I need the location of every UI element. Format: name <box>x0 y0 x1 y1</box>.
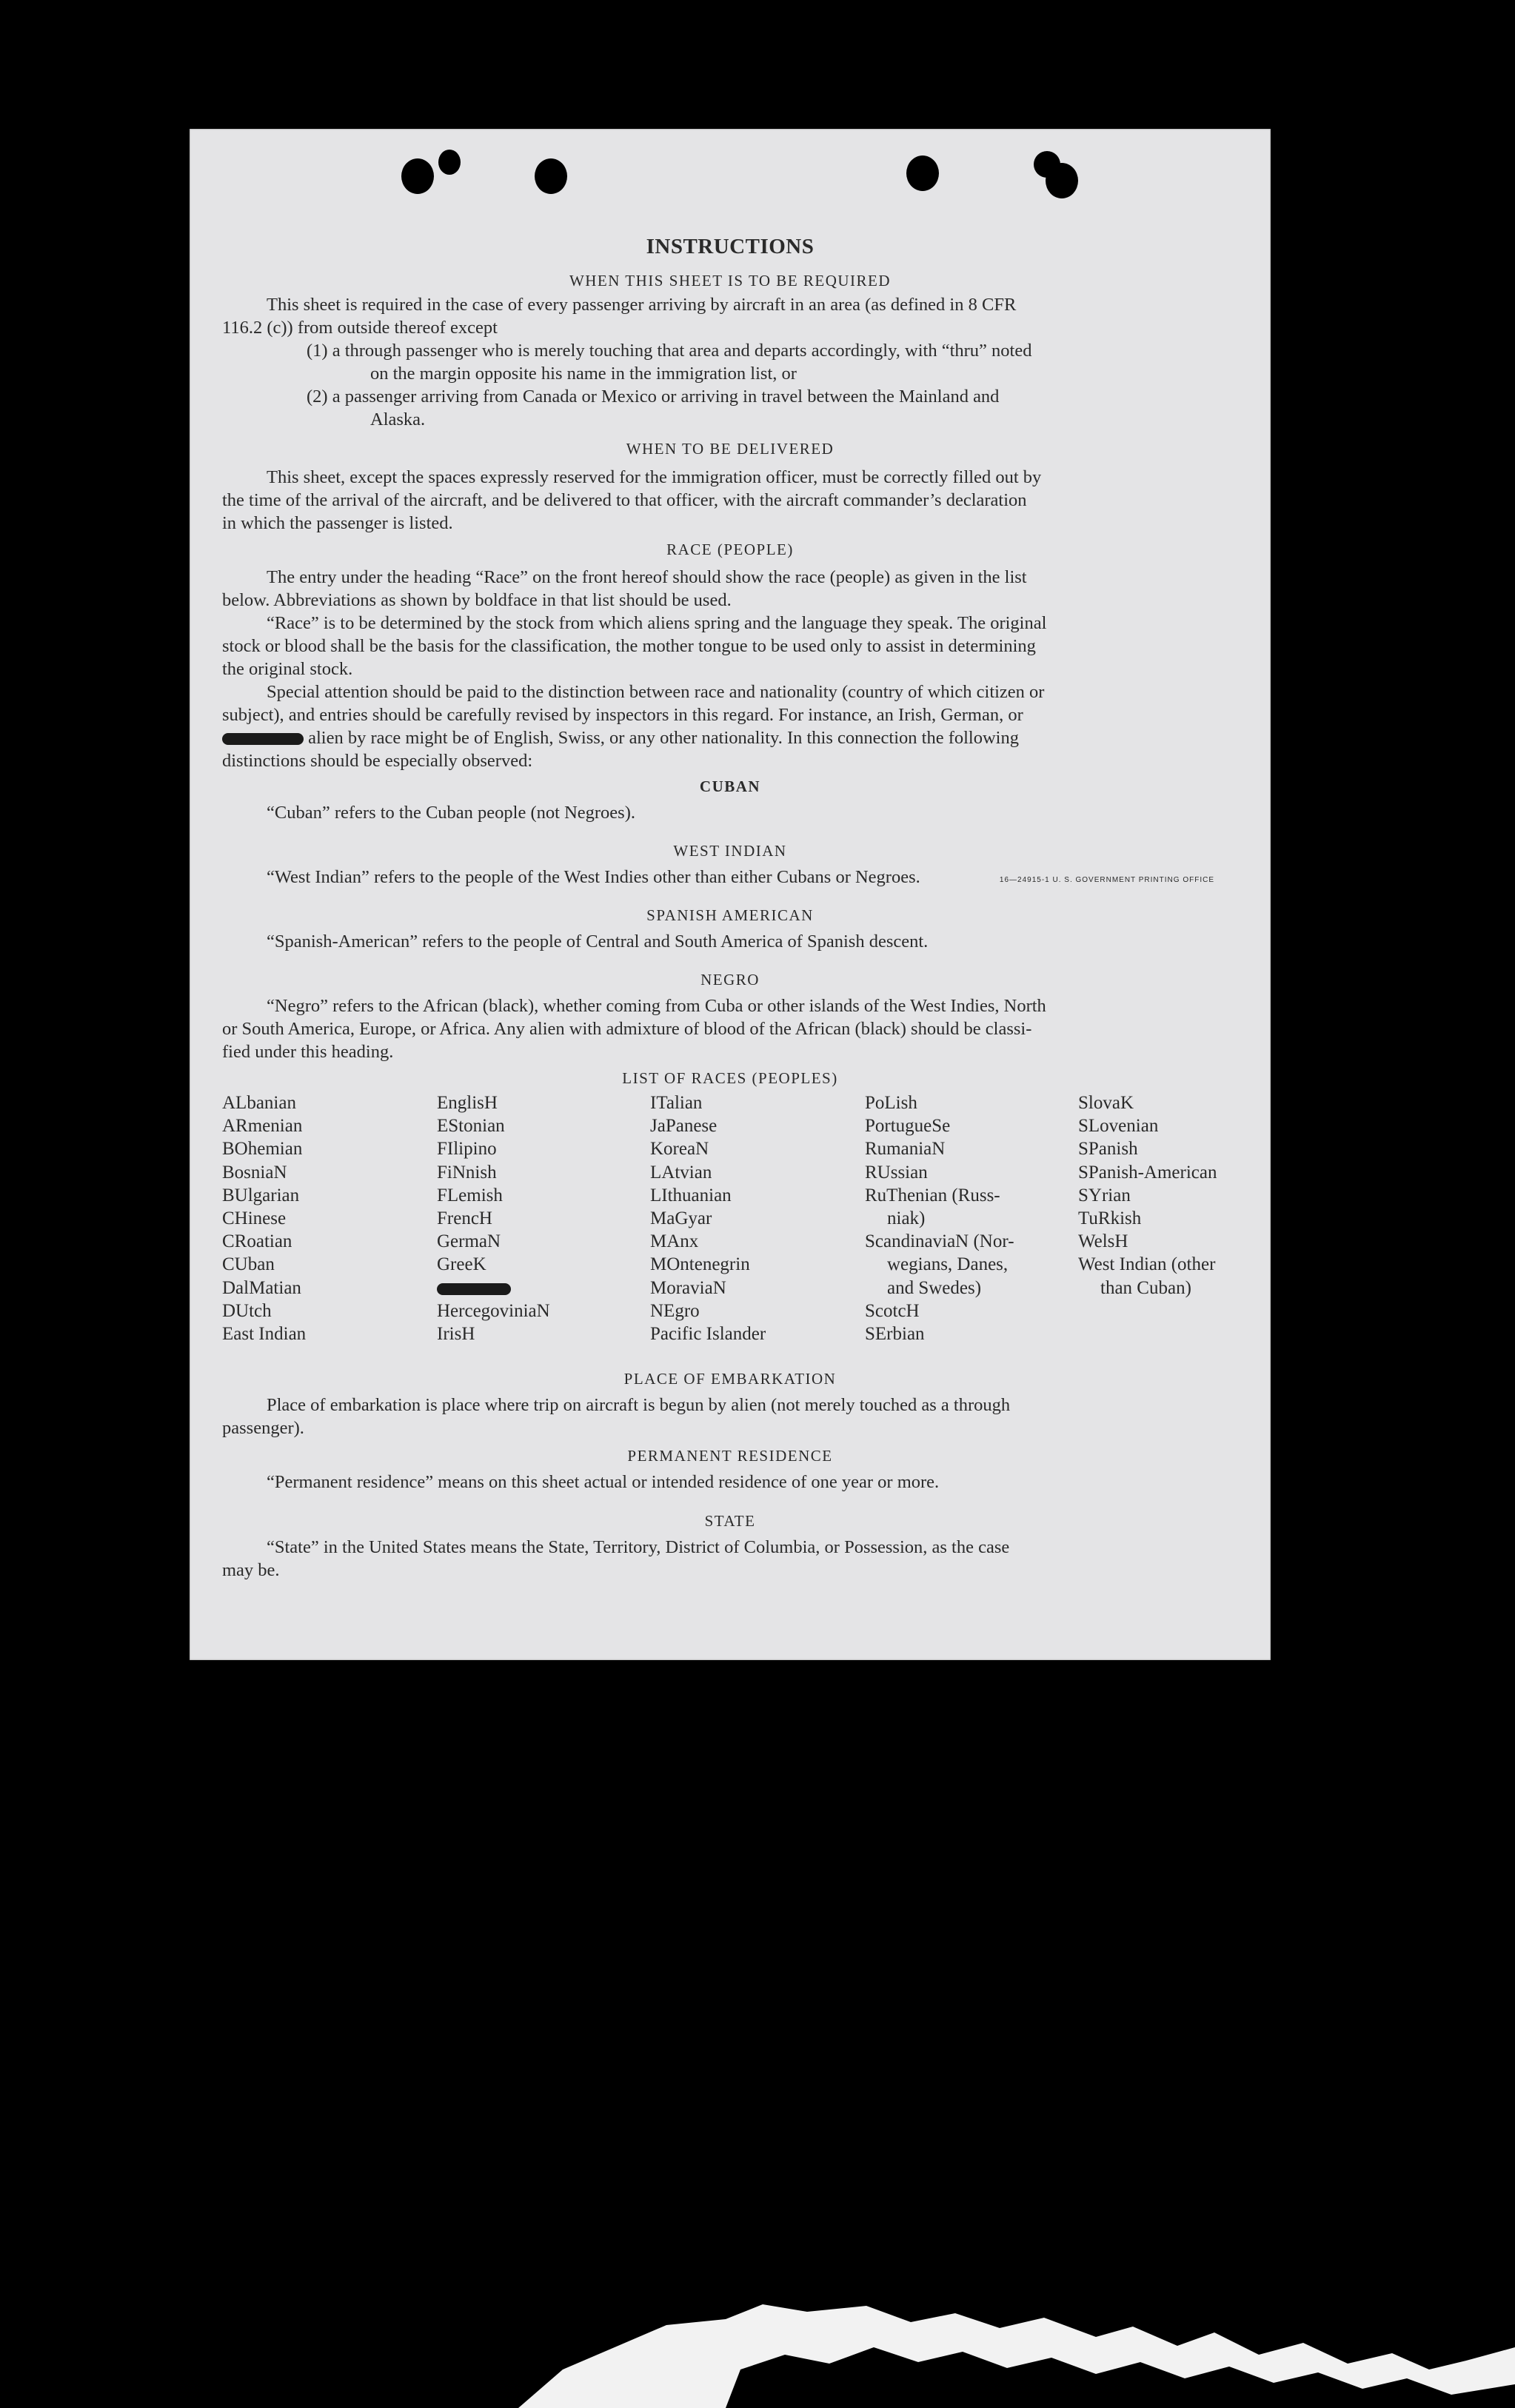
race-entry: niak) <box>887 1208 926 1228</box>
race-entry: RUssian <box>865 1162 928 1183</box>
text-line: “Negro” refers to the African (black), whether coming from Cuba or other islands of the West Indies, North <box>267 996 1046 1016</box>
race-entry: MaGyar <box>650 1208 712 1228</box>
race-entry: SPanish <box>1078 1139 1138 1160</box>
race-entry: RuThenian (Russ- <box>865 1185 1000 1205</box>
text-line: This sheet, except the spaces expressly reserved for the immigration officer, must be correctly filled out by <box>267 467 1042 487</box>
text-line: alien by race might be of English, Swiss, or any other nationality. In this connection the following <box>308 728 1019 748</box>
redaction-mark <box>222 733 304 745</box>
section-heading-spanish-american: SPANISH AMERICAN <box>646 906 814 924</box>
races-column-1 <box>222 1091 306 1345</box>
delivered-paragraph <box>222 466 1271 535</box>
text-line: “Spanish-American” refers to the people of Central and South America of Spanish descent. <box>267 932 929 952</box>
text-line: The entry under the heading “Race” on the front hereof should show the race (people) as given in the list <box>267 567 1027 587</box>
race-entry: FLemish <box>437 1185 503 1205</box>
section-heading-state: STATE <box>704 1512 756 1530</box>
race-entry: MAnx <box>650 1231 699 1252</box>
race-entry: CUban <box>222 1254 275 1275</box>
race-entry: SPanish-American <box>1078 1162 1217 1183</box>
race-entry: GermaN <box>437 1231 501 1252</box>
punch-hole <box>438 150 461 175</box>
negro-paragraph <box>222 994 1271 1063</box>
race-entry: ALbanian <box>222 1093 296 1113</box>
race-entry: PortugueSe <box>865 1116 951 1137</box>
exception-item-2-cont: Alaska. <box>370 409 426 429</box>
item-number: (2) <box>307 387 328 407</box>
race-entry: PoLish <box>865 1093 917 1113</box>
race-entry: DUtch <box>222 1300 272 1321</box>
race-entry: SlovaK <box>1078 1093 1134 1113</box>
state-paragraph <box>222 1536 1271 1582</box>
race-entry: HercegoviniaN <box>437 1300 550 1321</box>
race-entry: FiNnish <box>437 1162 497 1183</box>
race-entry: LIthuanian <box>650 1185 732 1205</box>
race-entry: KoreaN <box>650 1139 709 1160</box>
race-entry: WelsH <box>1078 1231 1128 1252</box>
exception-item-2 <box>307 385 999 408</box>
item-text: a through passenger who is merely touching that area and departs accordingly, with “thru” noted <box>332 341 1032 361</box>
section-heading-required: WHEN THIS SHEET IS TO BE REQUIRED <box>569 272 892 290</box>
text-line: or South America, Europe, or Africa. Any alien with admixture of blood of the African (black) should be classi- <box>222 1019 1032 1039</box>
race-entry: BosniaN <box>222 1162 287 1183</box>
race-entry: SYrian <box>1078 1185 1131 1205</box>
race-entry: ITalian <box>650 1093 703 1113</box>
printing-office-footer: 16—24915-1 U. S. GOVERNMENT PRINTING OFFICE <box>999 876 1214 884</box>
race-entry: BUlgarian <box>222 1185 300 1205</box>
text-line: passenger). <box>222 1418 304 1438</box>
section-heading-delivered: WHEN TO BE DELIVERED <box>626 440 835 458</box>
race-entry: FrencH <box>437 1208 492 1228</box>
section-heading-negro: NEGRO <box>700 971 760 989</box>
exception-item-1-cont: on the margin opposite his name in the immigration list, or <box>370 364 797 384</box>
required-paragraph <box>222 293 1271 339</box>
race-entry: wegians, Danes, <box>887 1254 1009 1275</box>
spanish-american-text <box>222 930 1271 953</box>
text-line: Special attention should be paid to the distinction between race and nationality (country of which citizen or <box>267 682 1045 702</box>
document-sheet <box>190 129 1271 1660</box>
race-entry: BOhemian <box>222 1139 303 1160</box>
punch-hole <box>1046 163 1078 198</box>
text-line: fied under this heading. <box>222 1042 394 1062</box>
text-line: may be. <box>222 1560 280 1580</box>
section-heading-west-indian: WEST INDIAN <box>673 842 787 860</box>
race-paragraph <box>222 566 1271 772</box>
cuban-text <box>222 801 1271 824</box>
text-line: “Permanent residence” means on this sheet actual or intended residence of one year or more. <box>267 1472 940 1492</box>
race-entry: GreeK <box>437 1254 486 1275</box>
text-line: “Race” is to be determined by the stock from which aliens spring and the language they speak. The original <box>267 613 1047 633</box>
race-entry: EStonian <box>437 1116 505 1137</box>
section-heading-embarkation: PLACE OF EMBARKATION <box>623 1370 837 1388</box>
race-entry: CHinese <box>222 1208 287 1228</box>
text-line: “Cuban” refers to the Cuban people (not Negroes). <box>267 803 635 823</box>
race-entry: NEgro <box>650 1300 700 1321</box>
race-entry: SLovenian <box>1078 1116 1159 1137</box>
section-heading-race: RACE (PEOPLE) <box>666 541 794 558</box>
residence-text <box>222 1471 1271 1494</box>
race-entry: MoraviaN <box>650 1277 726 1298</box>
text-line: 116.2 (c)) from outside thereof except <box>222 318 498 338</box>
race-entry: SErbian <box>865 1323 925 1344</box>
item-text: a passenger arriving from Canada or Mexico or arriving in travel between the Mainland and <box>332 387 1000 407</box>
text-line: the time of the arrival of the aircraft, and be delivered to that officer, with the aircraft commander’s declaration <box>222 490 1027 510</box>
redaction-mark <box>437 1283 511 1295</box>
text-line: in which the passenger is listed. <box>222 513 453 533</box>
race-entry: Pacific Islander <box>650 1323 766 1344</box>
race-entry: ARmenian <box>222 1116 303 1137</box>
page-title: INSTRUCTIONS <box>646 235 815 258</box>
race-entry: ScotcH <box>865 1300 920 1321</box>
race-entry: LAtvian <box>650 1162 712 1183</box>
section-heading-list-of-races: LIST OF RACES (PEOPLES) <box>622 1069 838 1087</box>
race-entry-redacted <box>437 1277 550 1300</box>
race-entry: West Indian (other <box>1078 1254 1216 1275</box>
exception-item-1 <box>307 339 1031 362</box>
race-entry: East Indian <box>222 1323 307 1344</box>
text-line: Place of embarkation is place where trip on aircraft is begun by alien (not merely touched as a through <box>267 1395 1011 1415</box>
text-line: subject), and entries should be carefully revised by inspectors in this regard. For instance, an Irish, German, or <box>222 705 1023 725</box>
text-line: stock or blood shall be the basis for the classification, the mother tongue to be used only to assist in determining <box>222 636 1036 656</box>
race-entry: JaPanese <box>650 1116 718 1137</box>
text-line: “West Indian” refers to the people of the West Indies other than either Cubans or Negroes. <box>267 867 920 887</box>
races-column-2 <box>437 1091 550 1345</box>
embarkation-paragraph <box>222 1394 1271 1439</box>
text-line: This sheet is required in the case of every passenger arriving by aircraft in an area (as defined in 8 CFR <box>267 295 1017 315</box>
race-entry: MOntenegrin <box>650 1254 750 1275</box>
races-column-5 <box>1078 1091 1217 1300</box>
race-entry: ScandinaviaN (Nor- <box>865 1231 1014 1252</box>
punch-hole <box>906 155 939 191</box>
race-entry: DalMatian <box>222 1277 301 1298</box>
section-heading-cuban: CUBAN <box>699 777 761 795</box>
race-entry: FIlipino <box>437 1139 497 1160</box>
item-number: (1) <box>307 341 328 361</box>
race-entry: and Swedes) <box>887 1277 982 1298</box>
race-entry: RumaniaN <box>865 1139 946 1160</box>
text-line: below. Abbreviations as shown by boldface in that list should be used. <box>222 590 732 610</box>
race-entry: than Cuban) <box>1100 1277 1191 1298</box>
text-line: “State” in the United States means the State, Territory, District of Columbia, or Possession, as the case <box>267 1537 1010 1557</box>
race-entry: EnglisH <box>437 1093 498 1113</box>
text-line: distinctions should be especially observed: <box>222 751 533 771</box>
section-heading-residence: PERMANENT RESIDENCE <box>627 1447 833 1465</box>
torn-paper-fragment <box>0 2147 1515 2408</box>
race-entry: TuRkish <box>1078 1208 1142 1228</box>
punch-hole <box>401 158 434 194</box>
races-column-4 <box>865 1091 1014 1345</box>
races-column-3 <box>650 1091 766 1345</box>
punch-hole <box>535 158 567 194</box>
race-entry: IrisH <box>437 1323 475 1344</box>
race-entry: CRoatian <box>222 1231 292 1252</box>
text-line: the original stock. <box>222 659 353 679</box>
